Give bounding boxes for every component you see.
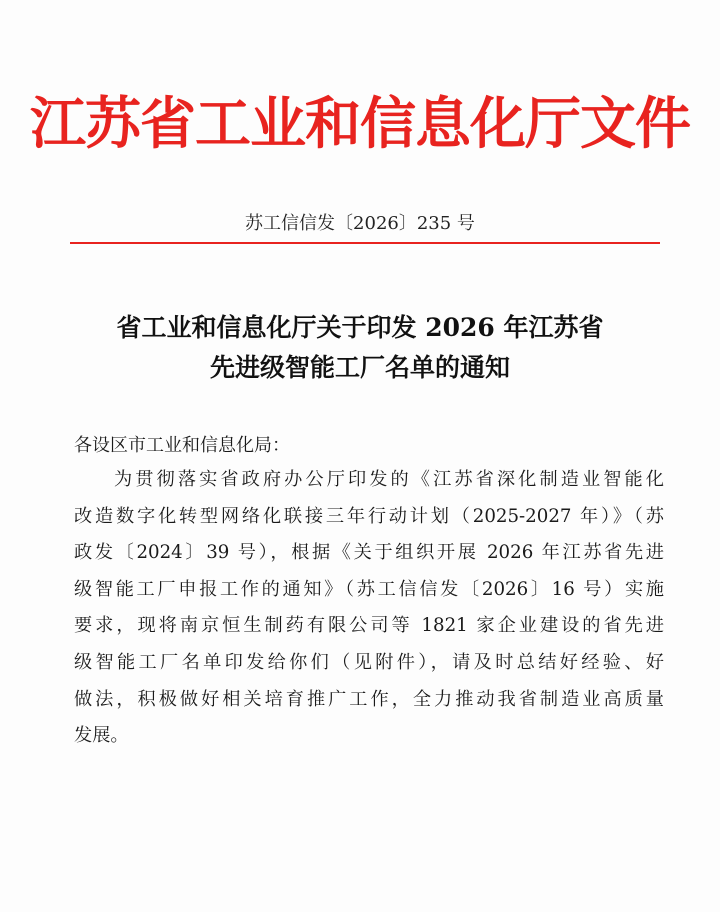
document-masthead: 江苏省工业和信息化厅文件 [30, 91, 690, 157]
body-line: 级智能工厂名单印发给你们（见附件），请及时总结好经验、好 [74, 651, 664, 673]
body-line: 做法，积极做好相关培育推广工作，全力推动我省制造业高质量 [74, 688, 664, 710]
body-line: 政发〔2024〕39 号），根据《关于组织开展 2026 年江苏省先进 [74, 542, 664, 564]
title-line: 省工业和信息化厅关于印发 2026 年江苏省 [116, 313, 604, 342]
body-line: 级智能工厂申报工作的通知》（苏工信信发〔2026〕16 号）实施 [74, 578, 664, 600]
document-number: 苏工信信发〔2026〕235 号 [245, 213, 475, 234]
body-line: 发展。 [74, 725, 129, 747]
body-line: 为贯彻落实省政府办公厅印发的《江苏省深化制造业智能化 [114, 469, 664, 490]
body-line: 要求，现将南京恒生制药有限公司等 1821 家企业建设的省先进 [74, 615, 664, 637]
masthead-divider [70, 242, 660, 244]
document-title [60, 308, 660, 388]
body-line: 改造数字化转型网络化联接三年行动计划（2025-2027 年）》（苏 [74, 505, 664, 527]
title-line: 先进级智能工厂名单的通知 [209, 353, 510, 382]
addressee: 各设区市工业和信息化局： [74, 435, 290, 456]
body-paragraph [74, 462, 664, 755]
